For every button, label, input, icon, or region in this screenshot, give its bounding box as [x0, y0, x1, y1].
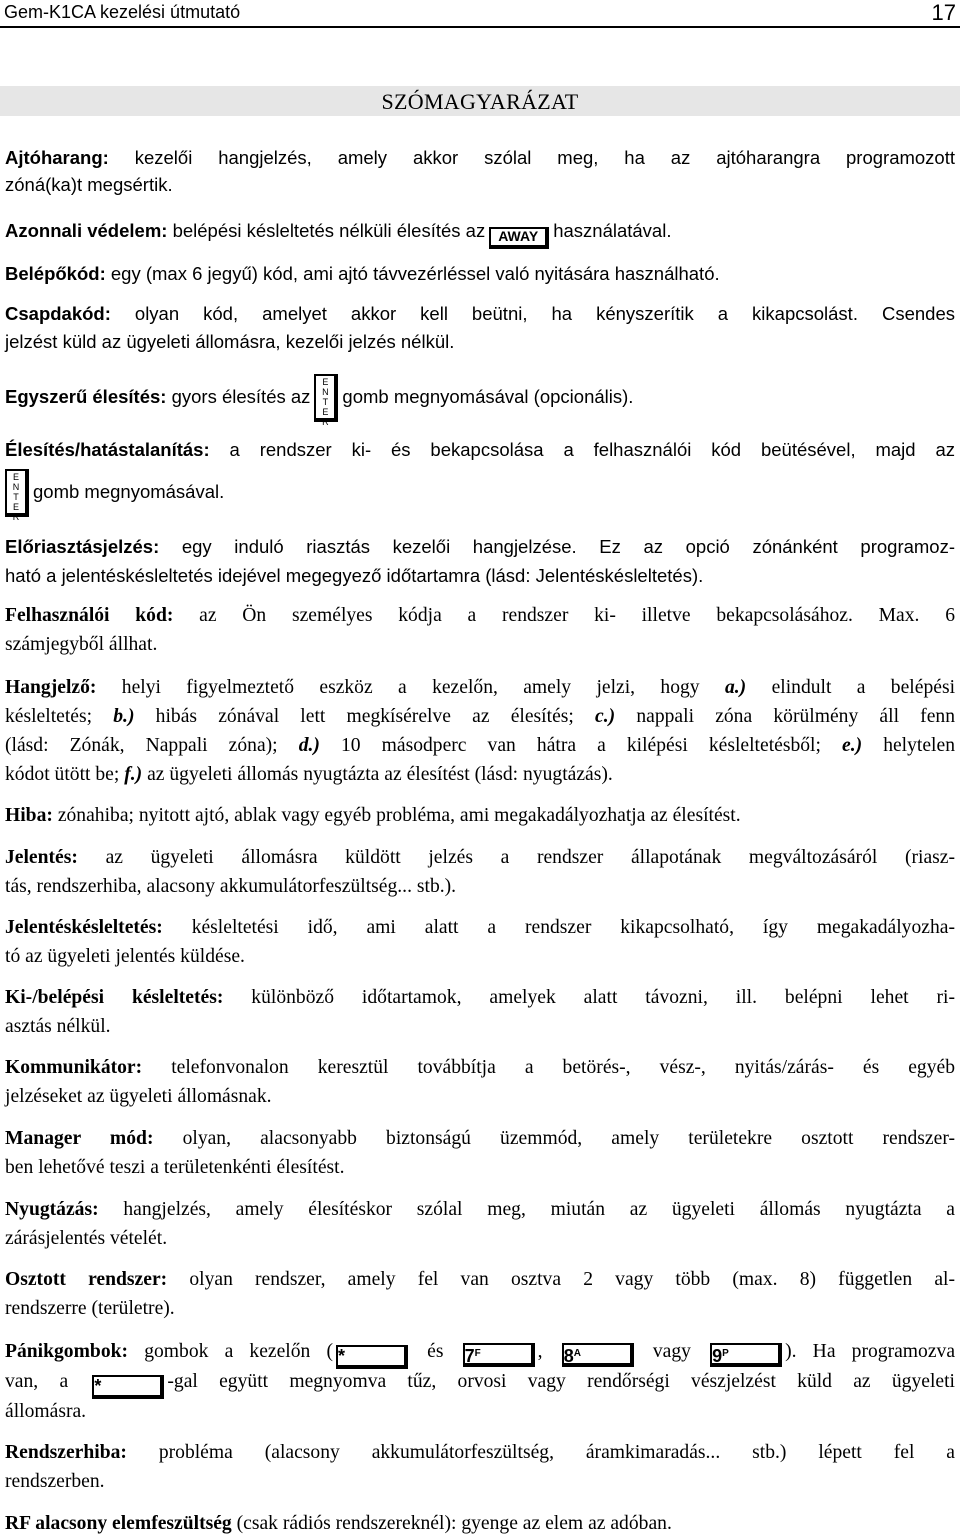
enter-key-letter: T — [322, 397, 329, 408]
term: Felhasználói kód: — [5, 605, 174, 626]
term: Egyszerű élesítés: — [5, 386, 167, 407]
definition-line: rendszerben. — [5, 1471, 105, 1492]
definition-text: (csak rádiós rendszereknél): gyenge az elem az adóban. — [236, 1513, 672, 1534]
term: Csapdakód: — [5, 303, 111, 324]
definition-line: olyan kód, amelyet akkor kell beütni, ha kényszerítik a kikapcsolást. Csendes — [134, 303, 955, 324]
definition-line: ben lehetővé teszi a területenkénti élesítést. — [5, 1157, 345, 1178]
definition-line: állomásra. — [5, 1401, 87, 1422]
enter-key-letter: E — [12, 502, 19, 513]
term: Osztott rendszer: — [5, 1269, 168, 1290]
definition-line: az ügyeleti állomásra küldött jelzés a rendszer állapotának megváltozásáról (riasz- — [105, 847, 955, 868]
term: RF alacsony elemfeszültség — [5, 1513, 232, 1534]
section-title-band — [0, 86, 960, 116]
definition-text: gyors élesítés az — [171, 386, 311, 407]
seven-key-icon: $7^F$ — [463, 1343, 535, 1367]
term: Jelentés: — [5, 847, 78, 868]
definition-line: hangjelzés, amely élesítéskor szólal meg, miután az ügyeleti állomás nyugtázta a — [123, 1199, 955, 1220]
definition-line: ható a jelentéskésleltetés idejével megegyező időtartamra (lásd: Jelentéskésleltetés). — [5, 565, 704, 586]
term: Hiba: — [5, 805, 53, 826]
eight-key-icon: $8^A$ — [562, 1343, 634, 1367]
away-key-icon: AWAY — [489, 227, 549, 249]
term: Azonnali védelem: — [5, 220, 168, 241]
star-key-icon: * — [92, 1375, 164, 1399]
definition-line: gomb megnyomásával. — [33, 481, 225, 502]
enter-key-letter: E — [322, 377, 329, 388]
enter-key-icon — [314, 374, 338, 428]
definition-text: használatával. — [553, 220, 672, 241]
term: Kommunikátor: — [5, 1057, 143, 1078]
definition-text: belépési késleltetés nélküli élesítés az — [172, 220, 486, 241]
definition-line: jelzést küld az ügyeleti állomásra, kezelői jelzés nélkül. — [5, 331, 455, 352]
definition-line: a rendszer ki- és bekapcsolása a felhasználói kód beütésével, majd az — [229, 439, 956, 460]
enter-key-letter: N — [322, 387, 329, 398]
enter-key-letter: R — [322, 417, 329, 428]
star-key-icon: * — [336, 1345, 408, 1369]
enter-key-letter: T — [13, 492, 19, 503]
section-title: SZÓMAGYARÁZAT — [381, 89, 579, 114]
enter-key-icon — [5, 469, 29, 523]
definition-text: zónahiba; nyitott ajtó, ablak vagy egyéb probléma, ami megakadályozhatja az élesítést. — [57, 805, 741, 826]
term: Élesítés/hatástalanítás: — [5, 439, 210, 460]
term: Nyugtázás: — [5, 1199, 99, 1220]
enter-key-letter: E — [322, 407, 329, 418]
term: Pánikgombok: — [5, 1341, 129, 1362]
definition-line: kezelői hangjelzés, amely akkor szólal meg, ha az ajtóharangra programozott — [134, 147, 955, 168]
term: Rendszerhiba: — [5, 1442, 127, 1463]
definition-line: késleltetési idő, ami alatt a rendszer kikapcsolható, így megakadályozha- — [191, 917, 955, 938]
nine-key-icon: $9^P$ — [710, 1343, 782, 1367]
definition-line: asztás nélkül. — [5, 1016, 111, 1037]
definition-line: probléma (alacsony akkumulátorfeszültség, áramkimaradás... stb.) lépett fel a — [158, 1442, 955, 1463]
term: Előriasztásjelzés: — [5, 536, 160, 557]
definition-line: jelzéseket az ügyeleti állomásnak. — [5, 1086, 272, 1107]
term: Jelentéskésleltetés: — [5, 917, 163, 938]
definition-line: egy induló riasztás kezelői hangjelzése. Ez az opció zónánként programoz- — [181, 536, 956, 557]
definition-line: számjegyből állhat. — [5, 634, 158, 655]
definition-text: gomb megnyomásával (opcionális). — [342, 386, 634, 407]
definition-line: olyan, alacsonyabb biztonságú üzemmód, amely területekre osztott rendszer- — [182, 1128, 955, 1149]
term: Hangjelző: — [5, 677, 97, 698]
term: Manager mód: — [5, 1128, 154, 1149]
term: Ki-/belépési késleltetés: — [5, 987, 224, 1008]
definition-line: zárásjelentés vételét. — [5, 1228, 168, 1249]
definition-line: tó az ügyeleti jelentés küldése. — [5, 946, 245, 967]
page-header — [0, 0, 960, 28]
term: Ajtóharang: — [5, 147, 109, 168]
enter-key-letter: N — [12, 482, 20, 493]
definition-line: olyan rendszer, amely fel van osztva 2 vagy több (max. 8) független al- — [189, 1269, 956, 1290]
enter-key-letter: E — [12, 472, 19, 483]
definition-line: rendszerre (területre). — [5, 1298, 175, 1319]
definition-line: különböző időtartamok, amelyek alatt távozni, ill. belépni lehet ri- — [251, 987, 955, 1008]
enter-key-letter: R — [12, 512, 20, 523]
definition-text: egy (max 6 jegyű) kód, ami ajtó távvezérléssel való nyitására használható. — [110, 263, 720, 284]
page-number: 17 — [931, 0, 956, 25]
definition-line: tás, rendszerhiba, alacsony akkumulátorfeszültség... stb.). — [5, 876, 457, 897]
definition-line: az Ön személyes kódja a rendszer ki- illetve bekapcsolásához. Max. 6 — [199, 605, 955, 626]
term: Belépőkód: — [5, 263, 106, 284]
definition-line: telefonvonalon keresztül továbbítja a betörés-, vész-, nyitás/zárás- és egyéb — [171, 1057, 955, 1078]
definition-line: zóná(ka)t megsértik. — [5, 174, 173, 195]
document-title: Gem-K1CA kezelési útmutató — [4, 2, 241, 22]
